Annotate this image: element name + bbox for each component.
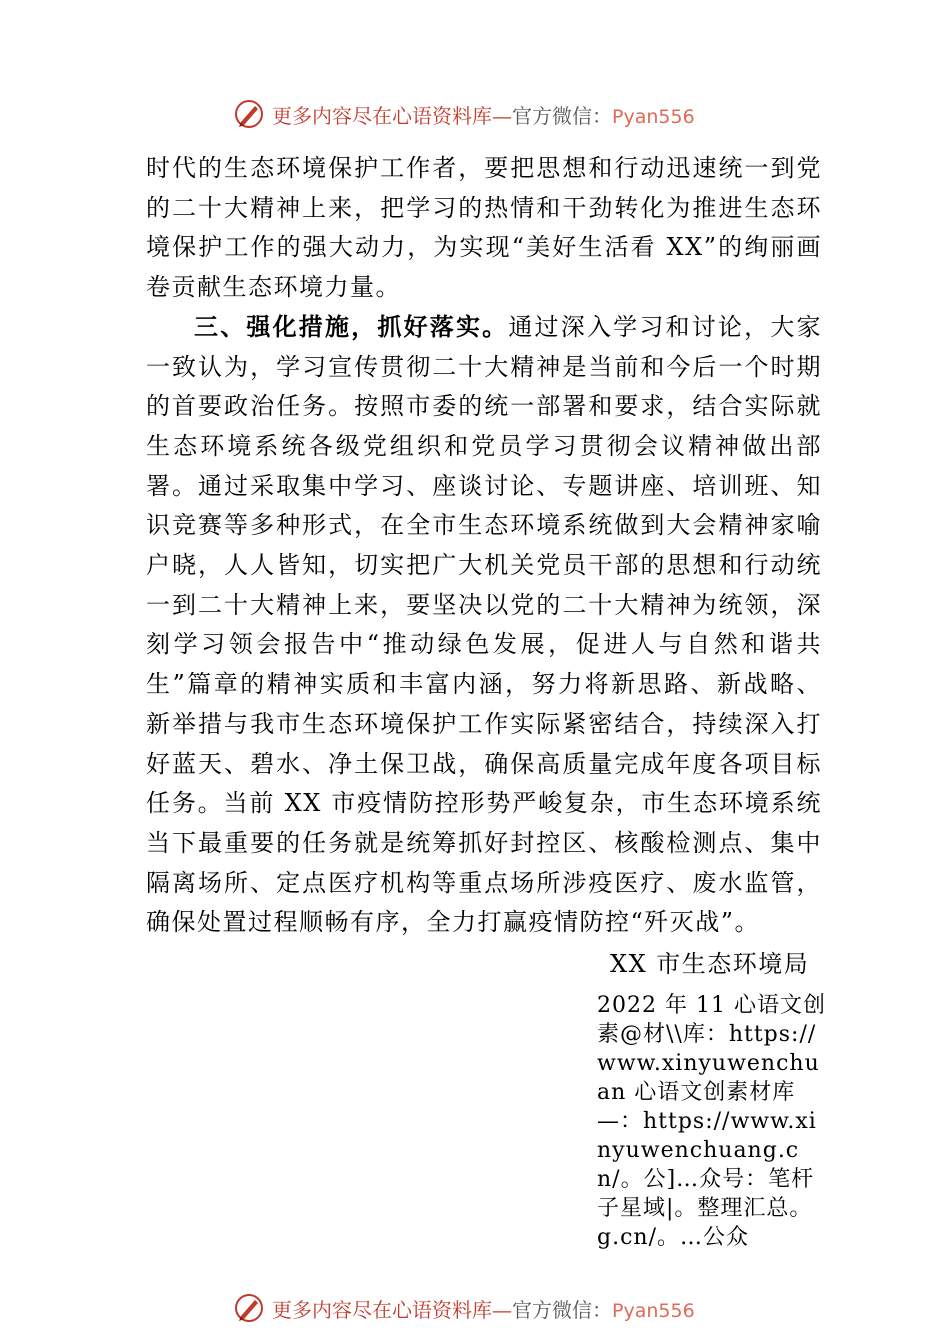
pen-logo-icon	[232, 97, 266, 131]
page-header	[232, 96, 695, 132]
paragraph-2	[146, 308, 822, 943]
page-footer	[232, 1290, 695, 1326]
header-banner: 更多内容尽在心语资料库—官方微信：Pyan556	[272, 103, 695, 128]
paragraph-2-text: 通过深入学习和讨论，大家一致认为，学习宣传贯彻二十大精神是当前和今后一个时期的首要政治任务。按照市委的统一部署和要求，结合实际就生态环境系统各级党组织和党员学习贯彻会议精神做出部署。通过采取集中学习、座谈讨论、专题讲座、培训班、知识竞赛等多种形式，在全市生态环境系统做到大会精神家喻户晓，人人皆知，切实把广大机关党员干部的思想和行动统一到二十大精神上来，要坚决以党的二十大精神为统领，深刻学习领会报告中“推动绿色发展，促进人与自然和谐共生”篇章的精神实质和丰富内涵，努力将新思路、新战略、新举措与我市生态环境保护工作实际紧密结合，持续深入打好蓝天、碧水、净土保卫战，确保高质量完成年度各项目标任务。当前 XX 市疫情防控形势严峻复杂，市生态环境系统当下最重要的任务就是统筹抓好封控区、核酸检测点、集中隔离场所、定点医疗机构等重点场所涉疫医疗、废水监管，确保处置过程顺畅有序，全力打赢疫情防控“歼灭战”。	[146, 312, 823, 937]
paragraph-1: 时代的生态环境保护工作者，要把思想和行动迅速统一到党的二十大精神上来，把学习的热情和干劲转化为推进生态环境保护工作的强大动力，为实现“美好生活看 XX”的绚丽画卷贡献生态环境力量。	[146, 154, 822, 302]
footer-banner: 更多内容尽在心语资料库—官方微信：Pyan556	[272, 1297, 695, 1322]
document-body	[146, 149, 822, 943]
date-watermark-text: 2022 年 11 心语文创素@材\\库：https://www.xinyuwenchuan 心语文创素材库—：https://www.xinyuwenchuang.cn/。公]…众号：笔杆子星域|。整理汇总。g.cn/。…公众	[597, 993, 826, 1250]
section-heading: 三、强化措施，抓好落实。	[194, 312, 509, 341]
pen-logo-icon	[232, 1291, 266, 1325]
signature: XX 市生态环境局	[610, 950, 810, 978]
